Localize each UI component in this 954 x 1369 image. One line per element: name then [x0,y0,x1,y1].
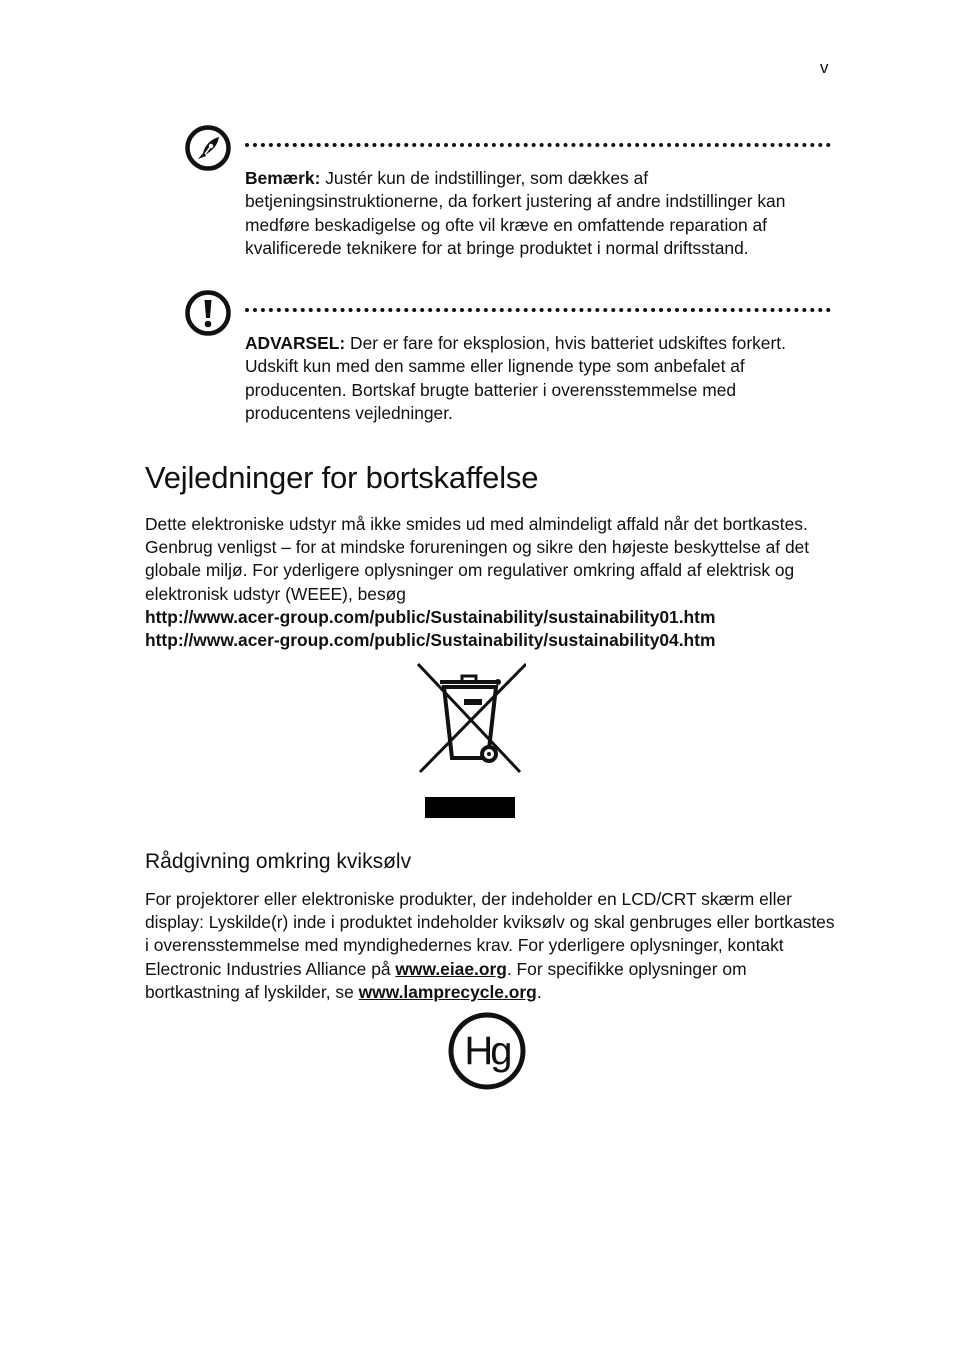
note-divider [245,143,831,147]
warning-divider [245,308,831,312]
disposal-paragraph [145,513,835,652]
mercury-heading: Rådgivning omkring kviksølv [145,850,412,873]
note-label: Bemærk: [245,168,321,188]
mercury-text-1: For projektorer eller elektroniske produkter, der indeholder en LCD/CRT skærm eller display: Lyskilde(r) inde i produktet indeholder kviksølv og skal genbruges eller bortkastes i overensstemmelse med myndighedernes krav. For yderligere oplysninger, kontakt Electronic Industries Alliance på [145,889,835,979]
mercury-hg-icon [447,1011,527,1091]
warning-callout [185,290,831,430]
pen-note-icon [185,125,231,171]
hg-label: Hg [464,1029,510,1073]
mercury-paragraph [145,888,835,1004]
note-callout [185,125,831,265]
lamprecycle-link[interactable]: www.lamprecycle.org [358,981,537,1002]
weee-black-bar [425,797,515,818]
disposal-text: Dette elektroniske udstyr må ikke smides ud med almindeligt affald når det bortkastes. Genbrug venligst – for at mindske forureningen og sikre den højeste beskyttelse af det globale miljø. For yderligere oplysninger om regulativer omkring affald af elektrisk og elektronisk udstyr (WEEE), besøg [145,514,810,604]
exclamation-icon [185,290,231,336]
note-text [245,167,831,260]
mercury-text-3: . [536,981,542,1002]
eiae-link[interactable]: www.eiae.org [395,958,507,979]
crossed-out-wheelie-bin-icon [414,660,526,778]
sustainability-link-2[interactable]: http://www.acer-group.com/public/Sustainability/sustainability04.htm [145,630,716,651]
page-number: v [820,58,829,77]
warning-label: ADVARSEL: [245,333,346,353]
disposal-heading: Vejledninger for bortskaffelse [145,460,539,495]
warning-body: Der er fare for eksplosion, hvis batteriet udskiftes forkert. Udskift kun med den samme eller lignende type som anbefalet af producenten. Bortskaf brugte batterier i overensstemmelse med producentens vejledninger. [245,333,786,423]
note-body: Justér kun de indstillinger, som dækkes af betjeningsinstruktionerne, da forkert justering af andre indstillinger kan medføre beskadigelse og ofte vil kræve en omfattende reparation af kvalificerede teknikere for at bringe produktet i normal driftsstand. [245,168,786,258]
sustainability-link-1[interactable]: http://www.acer-group.com/public/Sustainability/sustainability01.htm [145,606,716,627]
mercury-text-2: . For specifikke oplysninger om bortkastning af lyskilder, se [145,958,747,1002]
warning-text [245,332,831,425]
